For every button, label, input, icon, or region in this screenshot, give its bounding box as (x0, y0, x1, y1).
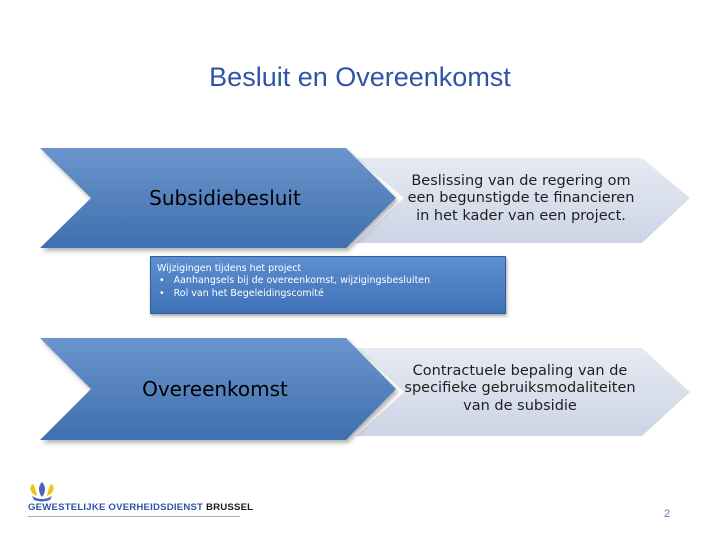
description-subsidiebesluit: Beslissing van de regering om een begunstigde te financieren in het kader van een project. (407, 173, 635, 224)
iris-flower-icon (28, 482, 56, 502)
slide-title: Besluit en Overeenkomst (209, 62, 511, 92)
note-list (157, 275, 499, 300)
changes-note-box (150, 256, 506, 314)
page-number: 2 (664, 508, 671, 520)
note-item: • Aanhangsels bij de overeenkomst, wijzigingsbesluiten (157, 275, 499, 287)
note-item: • Rol van het Begeleidingscomité (157, 288, 499, 300)
note-heading: Wijzigingen tijdens het project (157, 263, 302, 274)
chevron-label-subsidiebesluit: Subsidiebesluit (149, 186, 301, 210)
description-overeenkomst: Contractuele bepaling van de specifieke gebruiksmodaliteiten van de subsidie (404, 363, 636, 414)
logo-text-part: BRUSSEL (205, 502, 254, 513)
brussels-logo (28, 482, 258, 522)
logo-text-part: GEWESTELIJKE OVERHEIDSDIENST (28, 502, 206, 513)
logo-text (28, 502, 253, 513)
logo-divider (28, 516, 240, 517)
chevron-label-overeenkomst: Overeenkomst (142, 377, 288, 401)
